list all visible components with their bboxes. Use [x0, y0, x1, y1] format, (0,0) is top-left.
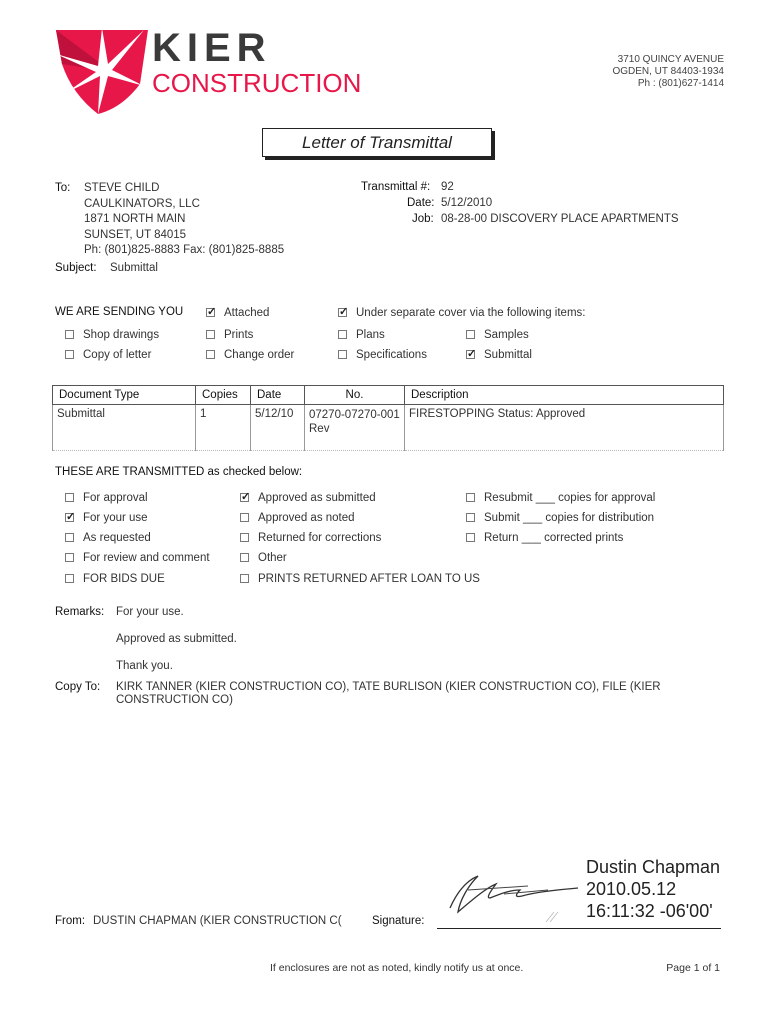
checkbox-icon[interactable]	[466, 513, 475, 522]
col-header-description: Description	[405, 386, 724, 405]
signature-date: 2010.05.12	[586, 879, 677, 899]
date-label: Date:	[407, 197, 435, 209]
col-header-copies: Copies	[196, 386, 251, 405]
transmitted-approved-as-submitted[interactable]: ✓ Approved as submitted	[240, 492, 376, 504]
checkbox-icon[interactable]	[240, 553, 249, 562]
checkbox-icon[interactable]	[206, 330, 215, 339]
checkbox-icon[interactable]	[338, 330, 347, 339]
transmitted-label: THESE ARE TRANSMITTED as checked below:	[55, 466, 303, 478]
sending-option-separate-cover[interactable]: ✓ Under separate cover via the following items:	[338, 307, 585, 319]
recipient-phone: Ph: (801)825-8883 Fax: (801)825-8885	[84, 244, 285, 256]
subject-label: Subject:	[55, 262, 97, 274]
remarks-line-2: Approved as submitted.	[116, 633, 237, 645]
checkbox-checked-icon[interactable]	[65, 513, 74, 522]
transmittal-number-label: Transmittal #:	[361, 181, 431, 193]
transmitted-other[interactable]: Other	[240, 552, 287, 564]
sending-option-samples[interactable]: Samples	[466, 329, 529, 341]
cell-revision: Rev	[309, 423, 330, 435]
document-title: Letter of Transmittal	[262, 128, 492, 157]
transmitted-resubmit[interactable]: Resubmit ___ copies for approval	[466, 492, 655, 504]
job-label: Job:	[412, 213, 434, 225]
sending-option-attached[interactable]: ✓ Attached	[206, 307, 269, 319]
checkbox-icon[interactable]	[240, 574, 249, 583]
copy-to-line-2: CONSTRUCTION CO)	[116, 694, 233, 706]
kier-shield-icon	[52, 24, 152, 116]
copy-to-label: Copy To:	[55, 681, 101, 693]
col-header-date: Date	[251, 386, 305, 405]
handwritten-signature-icon	[438, 860, 588, 930]
company-logo	[52, 24, 372, 119]
sending-option-shop-drawings[interactable]: Shop drawings	[65, 329, 159, 341]
recipient-city: SUNSET, UT 84015	[84, 228, 187, 241]
signature-label: Signature:	[372, 915, 425, 927]
to-label: To:	[55, 182, 71, 194]
table-row-spacer	[53, 439, 724, 451]
cell-number	[305, 405, 405, 440]
table-row	[53, 405, 724, 440]
page-number: Page 1 of 1	[666, 962, 720, 974]
from-value: DUSTIN CHAPMAN (KIER CONSTRUCTION C(	[93, 915, 342, 927]
col-header-no: No.	[305, 386, 405, 405]
recipient-street: 1871 NORTH MAIN	[84, 213, 186, 225]
transmittal-number: 92	[441, 181, 454, 193]
signature-time: 16:11:32 -06'00'	[586, 901, 713, 921]
transmitted-returned-for-corrections[interactable]: Returned for corrections	[240, 532, 381, 544]
transmitted-for-approval[interactable]: For approval	[65, 492, 148, 504]
transmitted-for-review[interactable]: For review and comment	[65, 552, 210, 564]
remarks-line-3: Thank you.	[116, 660, 173, 672]
checkbox-icon[interactable]	[466, 330, 475, 339]
table-header-row	[53, 386, 724, 405]
checkbox-icon[interactable]	[65, 553, 74, 562]
company-phone: Ph : (801)627-1414	[637, 78, 724, 89]
recipient-block	[84, 181, 284, 259]
checkbox-icon[interactable]	[338, 350, 347, 359]
transmitted-prints-returned[interactable]: PRINTS RETURNED AFTER LOAN TO US	[240, 573, 480, 585]
checkbox-icon[interactable]	[466, 533, 475, 542]
checkbox-icon[interactable]	[65, 533, 74, 542]
digital-signature-stamp	[586, 856, 720, 922]
cell-date: 5/12/10	[251, 405, 305, 440]
remarks-label: Remarks:	[55, 606, 105, 618]
checkbox-icon[interactable]	[240, 513, 249, 522]
transmitted-for-your-use[interactable]: ✓For your use	[65, 512, 148, 524]
checkbox-icon[interactable]	[65, 493, 74, 502]
subject-value: Submittal	[110, 262, 158, 274]
checkbox-checked-icon[interactable]	[240, 493, 249, 502]
sending-option-submittal[interactable]: ✓ Submittal	[466, 349, 532, 361]
transmitted-approved-as-noted[interactable]: Approved as noted	[240, 512, 355, 524]
checkbox-icon[interactable]	[65, 574, 74, 583]
copy-to-line-1: KIRK TANNER (KIER CONSTRUCTION CO), TATE BURLISON (KIER CONSTRUCTION CO), FILE (KIER	[116, 681, 661, 693]
checkbox-icon[interactable]	[65, 330, 74, 339]
cell-number-value: 07270-07270-001	[309, 409, 400, 421]
sending-option-copy-of-letter[interactable]: Copy of letter	[65, 349, 151, 361]
sending-option-prints[interactable]: Prints	[206, 329, 253, 341]
footer-note: If enclosures are not as noted, kindly notify us at once.	[270, 962, 524, 974]
logo-word-construction: CONSTRUCTION	[152, 68, 362, 98]
documents-table	[52, 385, 724, 451]
signature-line	[437, 928, 721, 929]
checkbox-checked-icon[interactable]	[206, 308, 215, 317]
sending-option-plans[interactable]: Plans	[338, 329, 385, 341]
address-line-2: OGDEN, UT 84403-1934	[612, 66, 724, 77]
col-header-document-type: Document Type	[53, 386, 196, 405]
checkbox-icon[interactable]	[206, 350, 215, 359]
transmitted-for-bids-due[interactable]: FOR BIDS DUE	[65, 573, 165, 585]
transmitted-return-corrected[interactable]: Return ___ corrected prints	[466, 532, 623, 544]
date-value: 5/12/2010	[441, 197, 493, 209]
transmitted-submit[interactable]: Submit ___ copies for distribution	[466, 512, 654, 524]
signer-name: Dustin Chapman	[586, 857, 721, 877]
sending-label: WE ARE SENDING YOU	[55, 306, 184, 318]
checkbox-checked-icon[interactable]	[466, 350, 475, 359]
logo-word-kier: KIER	[152, 26, 272, 70]
checkbox-icon[interactable]	[466, 493, 475, 502]
job-value: 08-28-00 DISCOVERY PLACE APARTMENTS	[441, 213, 679, 225]
address-line-1: 3710 QUINCY AVENUE	[617, 54, 724, 65]
checkbox-icon[interactable]	[240, 533, 249, 542]
cell-document-type: Submittal	[53, 405, 196, 440]
remarks-line-1: For your use.	[116, 606, 184, 618]
checkbox-checked-icon[interactable]	[338, 308, 347, 317]
checkbox-icon[interactable]	[65, 350, 74, 359]
cell-description: FIRESTOPPING Status: Approved	[405, 405, 724, 440]
sending-option-specifications[interactable]: Specifications	[338, 349, 427, 361]
recipient-name: STEVE CHILD	[84, 182, 160, 194]
sending-option-change-order[interactable]: Change order	[206, 349, 294, 361]
company-address	[612, 54, 724, 90]
transmitted-as-requested[interactable]: As requested	[65, 532, 151, 544]
from-label: From:	[55, 915, 86, 927]
recipient-company: CAULKINATORS, LLC	[84, 197, 200, 210]
cell-copies: 1	[196, 405, 251, 440]
